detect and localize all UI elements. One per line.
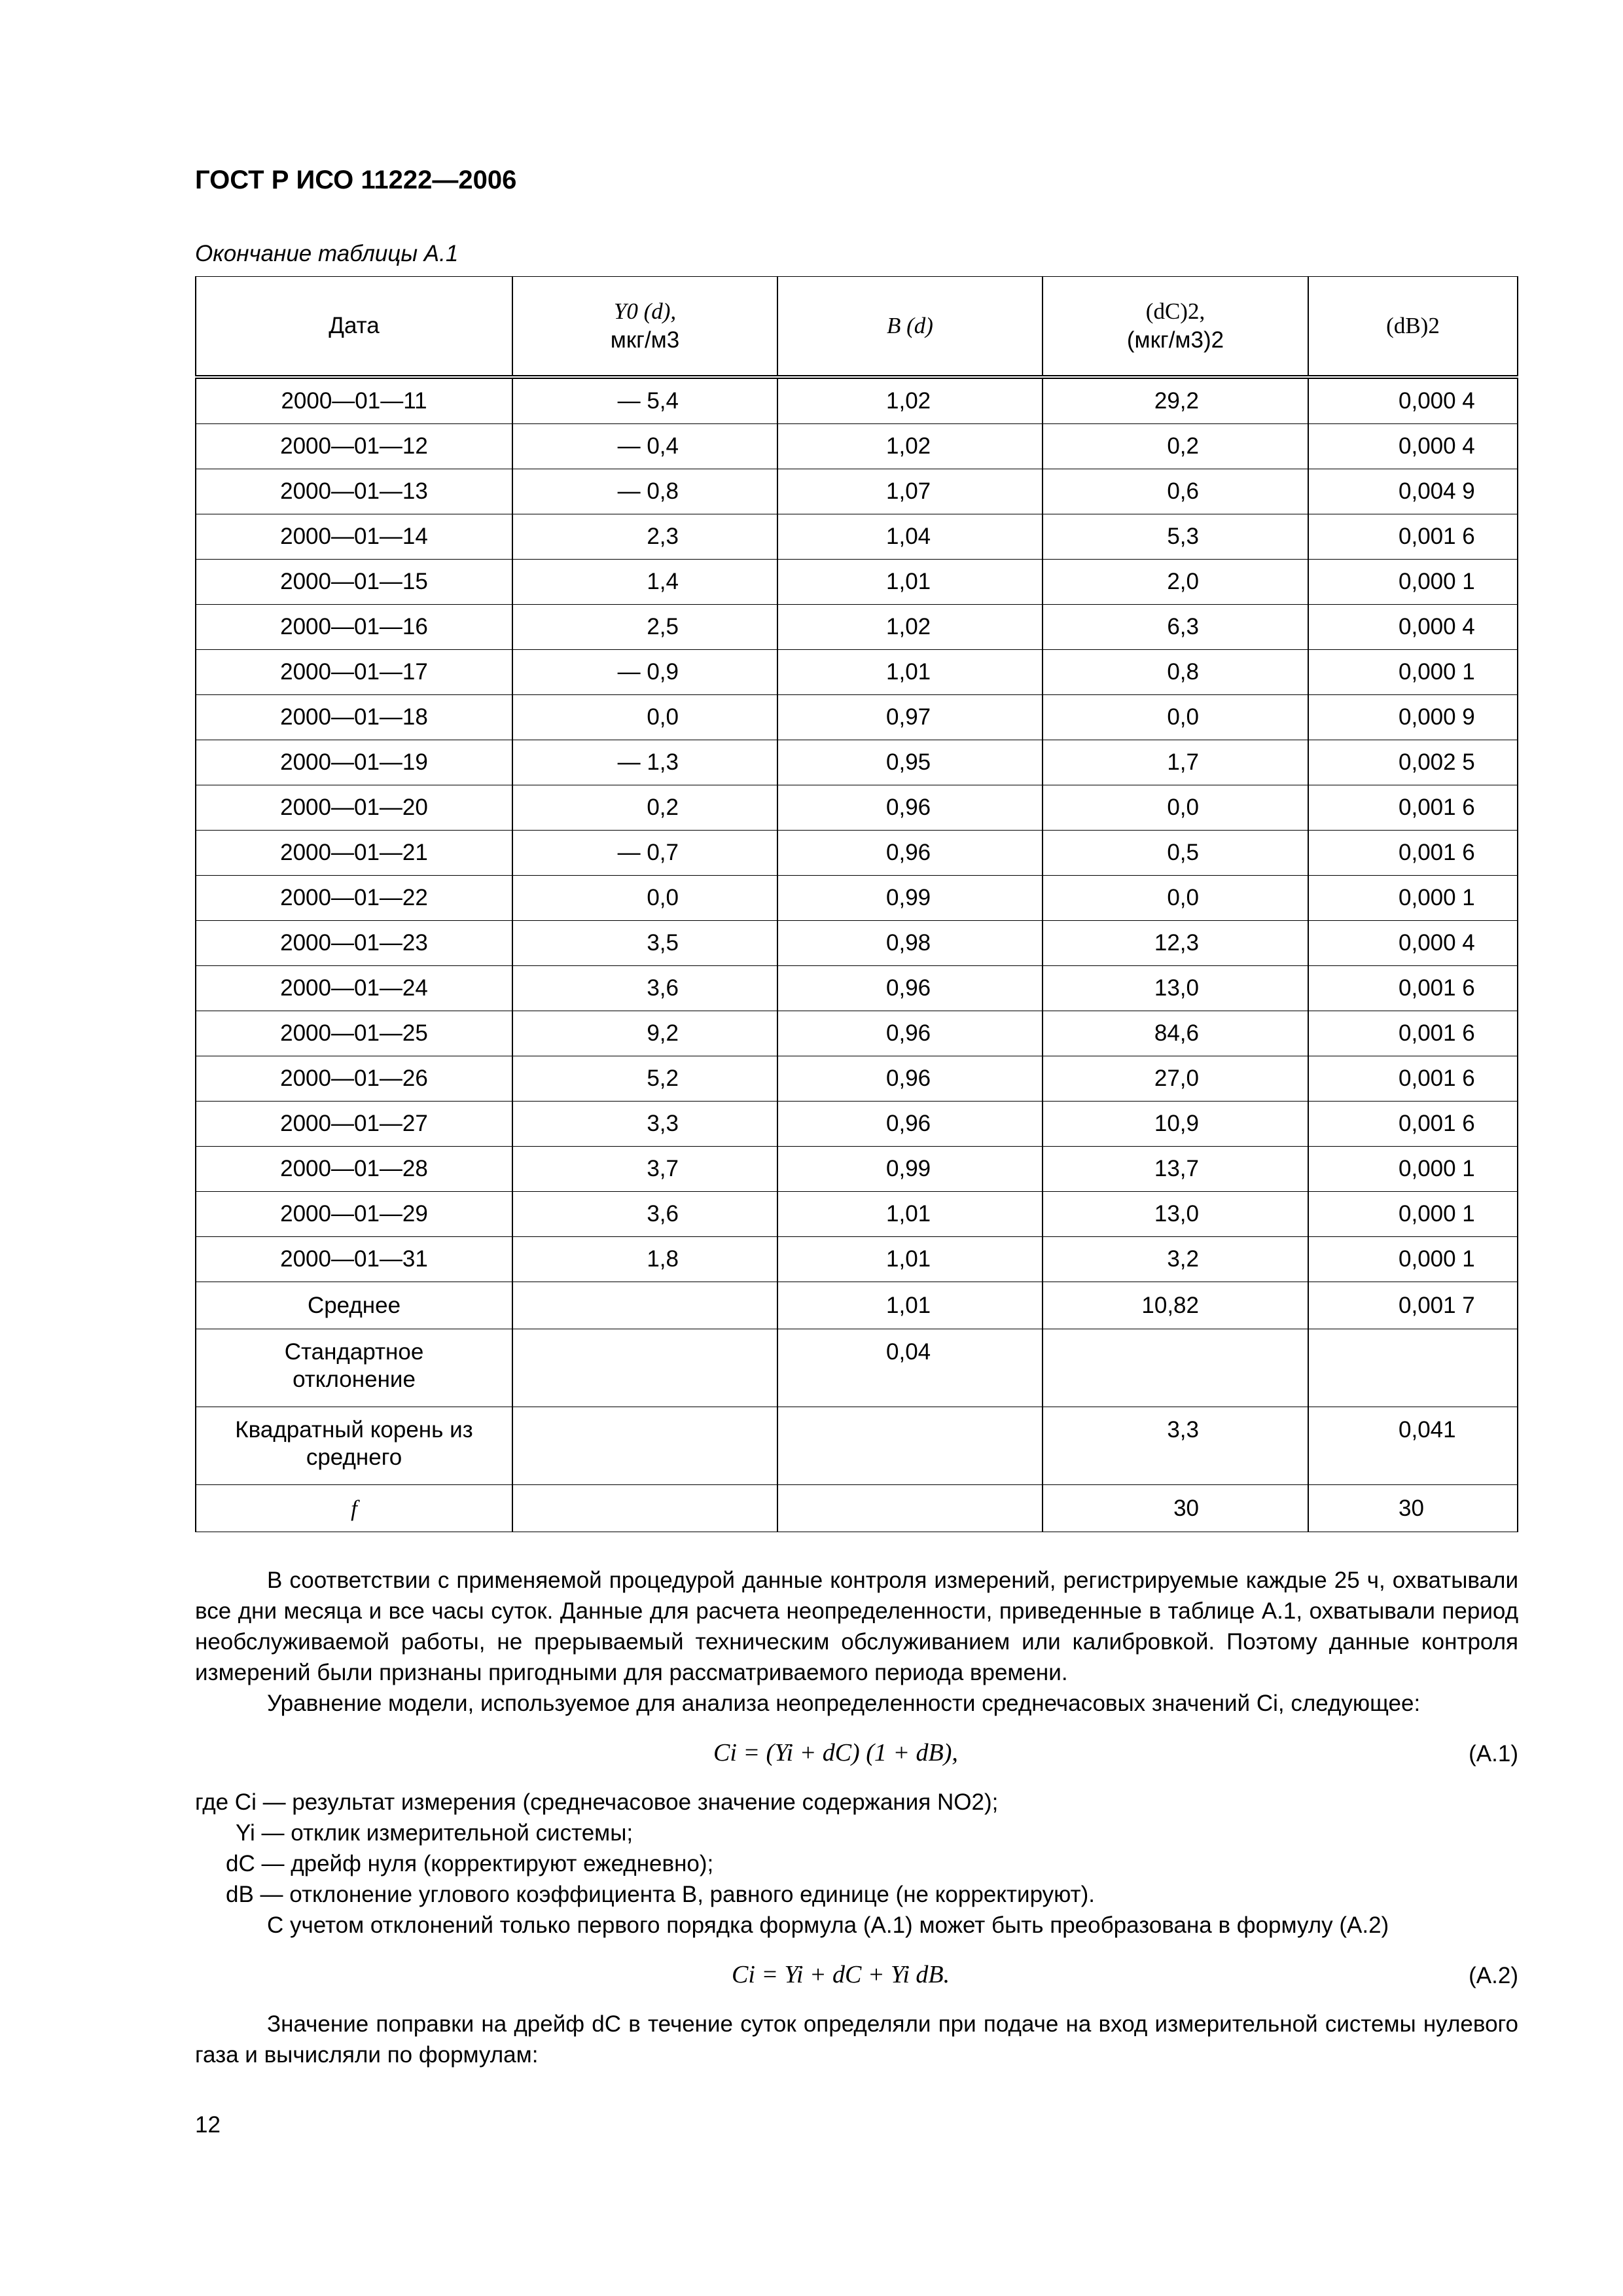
table-cell: 0,96 [777, 966, 1043, 1011]
table-cell: Квадратный корень из среднего [196, 1407, 512, 1485]
table-cell: 2000—01—31 [196, 1237, 512, 1282]
table-row [196, 1147, 1518, 1192]
table-cell: — 0,8 [512, 469, 777, 514]
table-cell: 0,96 [777, 1056, 1043, 1102]
table-cell: 0,000 1 [1308, 1147, 1518, 1192]
summary-row [196, 1407, 1518, 1485]
table-cell: 0,96 [777, 831, 1043, 876]
page-number: 12 [195, 2112, 221, 2138]
equation-a1: Ci = (Yi + dC) (1 + dB), [713, 1739, 958, 1767]
col-header-date: Дата [196, 277, 512, 378]
table-caption: Окончание таблицы А.1 [195, 241, 459, 266]
table-cell: — 1,3 [512, 740, 777, 785]
table-cell: 1,01 [777, 1192, 1043, 1237]
table-cell: 0,041 [1308, 1407, 1518, 1485]
table-cell: 0,8 [1043, 650, 1308, 695]
table-cell: 1,01 [777, 650, 1043, 695]
table-cell [777, 1485, 1043, 1532]
col-header-y0: Y0 (d), мкг/м3 [512, 277, 777, 378]
table-cell: 0,000 1 [1308, 650, 1518, 695]
table-cell: 0,0 [1043, 785, 1308, 831]
table-cell: — 0,4 [512, 424, 777, 469]
table-cell: Среднее [196, 1282, 512, 1329]
table-cell: 0,001 6 [1308, 514, 1518, 560]
table-cell: 2000—01—24 [196, 966, 512, 1011]
table-cell: 30 [1043, 1485, 1308, 1532]
col-header-dc2: (dC)2, (мкг/м3)2 [1043, 277, 1308, 378]
table-cell: 3,7 [512, 1147, 777, 1192]
table-cell: 12,3 [1043, 921, 1308, 966]
table-cell: 2000—01—13 [196, 469, 512, 514]
table-row [196, 695, 1518, 740]
table-header-row [196, 277, 1518, 378]
table-cell: — 5,4 [512, 377, 777, 424]
table-cell: 84,6 [1043, 1011, 1308, 1056]
table-row [196, 1056, 1518, 1102]
table-cell: 0,001 6 [1308, 966, 1518, 1011]
where-line-1: где Ci — результат измерения (среднечасовое значение содержания NO2); [195, 1789, 999, 1815]
table-row [196, 831, 1518, 876]
where-line-3: dC — дрейф нуля (корректируют ежедневно); [226, 1851, 714, 1876]
table-cell: 1,02 [777, 424, 1043, 469]
table-cell: 0,95 [777, 740, 1043, 785]
table-cell: 0,99 [777, 876, 1043, 921]
table-cell: 6,3 [1043, 605, 1308, 650]
table-row [196, 1237, 1518, 1282]
where-line-4: dB — отклонение углового коэффициента В, равного единице (не корректируют). [226, 1882, 1096, 1907]
table-cell: 2000—01—18 [196, 695, 512, 740]
table-cell: 10,82 [1043, 1282, 1308, 1329]
table-cell: 5,2 [512, 1056, 777, 1102]
table-cell: — 0,9 [512, 650, 777, 695]
table-cell: 0,0 [1043, 876, 1308, 921]
table-cell: 2000—01—26 [196, 1056, 512, 1102]
table-cell: 1,07 [777, 469, 1043, 514]
table-cell [1043, 1329, 1308, 1407]
equation-a1-row [195, 1732, 1518, 1778]
table-cell: 1,8 [512, 1237, 777, 1282]
table-cell: 2000—01—19 [196, 740, 512, 785]
table-cell: 3,3 [1043, 1407, 1308, 1485]
document-header: ГОСТ Р ИСО 11222—2006 [195, 166, 517, 194]
table-cell: 0,001 6 [1308, 1102, 1518, 1147]
table-row [196, 740, 1518, 785]
table-cell: 2000—01—15 [196, 560, 512, 605]
table-cell: 0,001 6 [1308, 785, 1518, 831]
table-cell [512, 1485, 777, 1532]
table-cell: f [196, 1485, 512, 1532]
equation-a2: Ci = Yi + dC + Yi dB. [732, 1961, 950, 1988]
table-cell: 0,001 6 [1308, 1011, 1518, 1056]
table-cell: 3,3 [512, 1102, 777, 1147]
equation-a2-number: (А.2) [1469, 1963, 1518, 1988]
table-cell: 0,97 [777, 695, 1043, 740]
table-row [196, 469, 1518, 514]
paragraph-4: Значение поправки на дрейф dC в течение суток определяли при подаче на вход измерительной системы нулевого газа и вычисляли по формулам: [195, 2011, 1518, 2068]
table-cell: 2000—01—25 [196, 1011, 512, 1056]
table-cell: 0,000 4 [1308, 605, 1518, 650]
table-cell: 3,5 [512, 921, 777, 966]
table-cell: 2,0 [1043, 560, 1308, 605]
table-cell [512, 1282, 777, 1329]
table-cell: 0,000 1 [1308, 560, 1518, 605]
table-cell: 5,3 [1043, 514, 1308, 560]
equation-a2-row [195, 1954, 1518, 2000]
table-row [196, 1011, 1518, 1056]
table-cell: 0,000 4 [1308, 377, 1518, 424]
table-cell: 2000—01—21 [196, 831, 512, 876]
table-cell: 3,6 [512, 1192, 777, 1237]
summary-row [196, 1282, 1518, 1329]
table-cell: Стандартное отклонение [196, 1329, 512, 1407]
table-cell: 1,01 [777, 1237, 1043, 1282]
paragraph-3: С учетом отклонений только первого порядка формула (А.1) может быть преобразована в формулу (А.2) [267, 1912, 1389, 1938]
table-cell: 0,0 [512, 695, 777, 740]
table-cell: 1,04 [777, 514, 1043, 560]
table-cell: 1,4 [512, 560, 777, 605]
table-cell: 0,000 4 [1308, 424, 1518, 469]
table-cell: 2000—01—20 [196, 785, 512, 831]
equation-a1-number: (А.1) [1469, 1741, 1518, 1767]
table-row [196, 650, 1518, 695]
table-cell: 13,0 [1043, 1192, 1308, 1237]
summary-row [196, 1485, 1518, 1532]
col-header-b: B (d) [777, 277, 1043, 378]
col-header-db2: (dB)2 [1308, 277, 1518, 378]
table-cell: 13,7 [1043, 1147, 1308, 1192]
table-cell: 0,98 [777, 921, 1043, 966]
table-cell: 27,0 [1043, 1056, 1308, 1102]
table-cell: 2000—01—23 [196, 921, 512, 966]
table-cell: 1,7 [1043, 740, 1308, 785]
paragraph-2: Уравнение модели, используемое для анализа неопределенности среднечасовых значений Ci, следующее: [267, 1691, 1421, 1716]
table-cell: 3,2 [1043, 1237, 1308, 1282]
table-cell: 0,0 [512, 876, 777, 921]
table-cell [1308, 1329, 1518, 1407]
table-cell: 2000—01—16 [196, 605, 512, 650]
table-row [196, 966, 1518, 1011]
table-cell: 0,0 [1043, 695, 1308, 740]
table-cell: 29,2 [1043, 377, 1308, 424]
table-cell [512, 1329, 777, 1407]
table-cell: 1,02 [777, 605, 1043, 650]
table-cell: 0,000 4 [1308, 921, 1518, 966]
table-cell: 0,004 9 [1308, 469, 1518, 514]
table-cell: 0,5 [1043, 831, 1308, 876]
table-cell: 2000—01—22 [196, 876, 512, 921]
table-cell: 0,04 [777, 1329, 1043, 1407]
table-cell: 2000—01—17 [196, 650, 512, 695]
data-table [195, 276, 1518, 1532]
table-cell: — 0,7 [512, 831, 777, 876]
table-cell: 1,01 [777, 560, 1043, 605]
table-cell: 0,000 1 [1308, 1237, 1518, 1282]
table-cell: 0,99 [777, 1147, 1043, 1192]
table-cell: 0,96 [777, 785, 1043, 831]
table-row [196, 876, 1518, 921]
table-cell: 0,001 6 [1308, 831, 1518, 876]
table-cell: 0,001 6 [1308, 1056, 1518, 1102]
summary-row [196, 1329, 1518, 1407]
table-cell: 30 [1308, 1485, 1518, 1532]
table-cell: 2000—01—14 [196, 514, 512, 560]
table-row [196, 560, 1518, 605]
table-cell: 2,3 [512, 514, 777, 560]
table-row [196, 514, 1518, 560]
table-cell: 2,5 [512, 605, 777, 650]
table-cell: 0,002 5 [1308, 740, 1518, 785]
table-cell: 0,2 [512, 785, 777, 831]
table-cell: 13,0 [1043, 966, 1308, 1011]
paragraph-1: В соответствии с применяемой процедурой данные контроля измерений, регистрируемые каждые 25 ч, охватывали все дни месяца и все часы суток. Данные для расчета неопределенности, приведенные в таблице А.1, охватывали период необслуживаемой работы, не прерываемый техническим обслуживанием или калибровкой. Поэтому данные контроля измерений были признаны пригодными для рассматриваемого периода времени. [195, 1568, 1518, 1685]
table-row [196, 921, 1518, 966]
table-row [196, 377, 1518, 424]
table-cell: 2000—01—29 [196, 1192, 512, 1237]
table-cell: 0,2 [1043, 424, 1308, 469]
table-cell: 0,000 1 [1308, 876, 1518, 921]
table-cell: 3,6 [512, 966, 777, 1011]
table-cell: 9,2 [512, 1011, 777, 1056]
table-cell: 1,02 [777, 377, 1043, 424]
table-cell: 0,96 [777, 1011, 1043, 1056]
table-row [196, 785, 1518, 831]
table-cell [777, 1407, 1043, 1485]
table-row [196, 1192, 1518, 1237]
table-row [196, 424, 1518, 469]
table-cell: 0,000 1 [1308, 1192, 1518, 1237]
table-cell: 1,01 [777, 1282, 1043, 1329]
table-cell: 0,001 7 [1308, 1282, 1518, 1329]
where-line-2: Yi — отклик измерительной системы; [236, 1820, 633, 1846]
table-cell: 0,6 [1043, 469, 1308, 514]
table-cell: 10,9 [1043, 1102, 1308, 1147]
table-cell [512, 1407, 777, 1485]
table-cell: 2000—01—28 [196, 1147, 512, 1192]
table-cell: 2000—01—27 [196, 1102, 512, 1147]
table-cell: 2000—01—12 [196, 424, 512, 469]
table-cell: 0,96 [777, 1102, 1043, 1147]
table-row [196, 605, 1518, 650]
table-cell: 2000—01—11 [196, 377, 512, 424]
table-row [196, 1102, 1518, 1147]
table-cell: 0,000 9 [1308, 695, 1518, 740]
